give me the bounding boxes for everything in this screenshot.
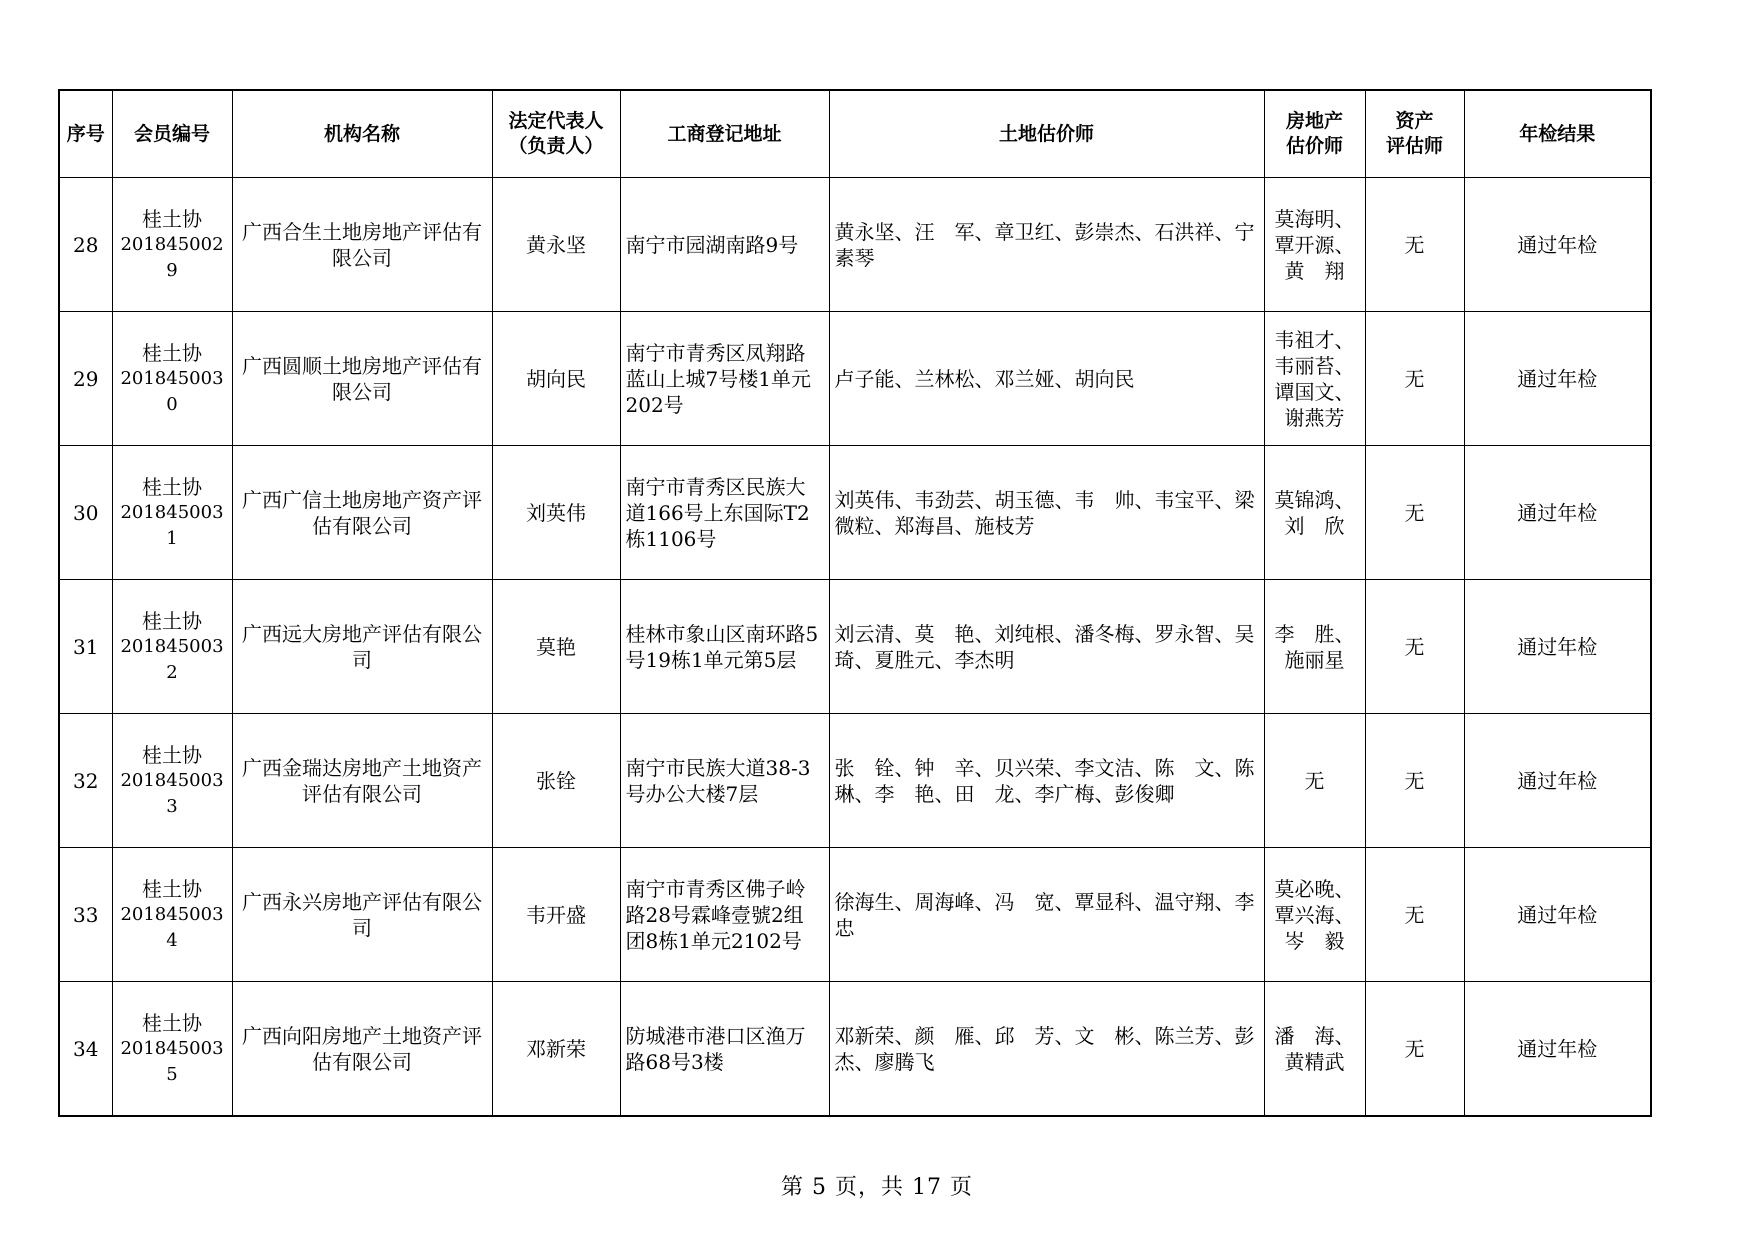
cell-address: 南宁市园湖南路9号: [620, 178, 829, 312]
cell-land-appraisers: 邓新荣、颜 雁、邱 芳、文 彬、陈兰芳、彭 杰、廖腾飞: [829, 982, 1264, 1117]
cell-legal-rep: 韦开盛: [492, 848, 620, 982]
re-appraiser-name: 韦丽苔、: [1274, 353, 1355, 378]
table-row: [59, 714, 1651, 848]
cell-legal-rep: 张铨: [492, 714, 620, 848]
member-code: 2018450032: [120, 635, 224, 683]
table-body: [59, 178, 1651, 1117]
cell-member-no: [112, 580, 232, 714]
re-appraiser-name: 刘 欣: [1284, 513, 1345, 538]
cell-seq: 32: [59, 714, 112, 848]
cell-result: 通过年检: [1464, 312, 1651, 446]
cell-land-appraisers: 徐海生、周海峰、冯 宽、覃显科、温守翔、李 忠: [829, 848, 1264, 982]
cell-member-no: [112, 982, 232, 1117]
cell-legal-rep: 黄永坚: [492, 178, 620, 312]
cell-seq: 33: [59, 848, 112, 982]
re-appraiser-name: 无: [1304, 768, 1325, 793]
cell-seq: 34: [59, 982, 112, 1117]
cell-member-no: [112, 714, 232, 848]
cell-seq: 30: [59, 446, 112, 580]
cell-seq: 29: [59, 312, 112, 446]
cell-org-name: 广西向阳房地产土地资产评估有限公司: [232, 982, 492, 1117]
member-prefix: 桂土协: [142, 340, 202, 365]
header-legal-rep-line2: （负责人）: [508, 135, 604, 157]
re-appraiser-name: 莫必晚、: [1274, 876, 1355, 901]
re-appraiser-name: 谭国文、: [1274, 379, 1355, 404]
re-appraiser-name: 黄精武: [1284, 1049, 1345, 1074]
header-seq: 序号: [59, 90, 112, 178]
member-prefix: 桂土协: [142, 608, 202, 633]
table-row: [59, 580, 1651, 714]
header-legal-rep-line1: 法定代表人: [508, 110, 604, 132]
cell-asset-appraisers: 无: [1365, 848, 1464, 982]
table-row: [59, 982, 1651, 1117]
cell-land-appraisers: 黄永坚、汪 军、章卫红、彭崇杰、石洪祥、宁素琴: [829, 178, 1264, 312]
cell-legal-rep: 莫艳: [492, 580, 620, 714]
table-row: [59, 848, 1651, 982]
table-row: [59, 446, 1651, 580]
cell-asset-appraisers: 无: [1365, 312, 1464, 446]
cell-land-appraisers: 卢子能、兰林松、邓兰娅、胡向民: [829, 312, 1264, 446]
table-row: [59, 312, 1651, 446]
table-row: [59, 178, 1651, 312]
cell-result: 通过年检: [1464, 446, 1651, 580]
member-prefix: 桂土协: [142, 206, 202, 231]
member-code: 2018450035: [120, 1037, 224, 1085]
cell-re-appraisers: [1264, 580, 1365, 714]
cell-legal-rep: 胡向民: [492, 312, 620, 446]
cell-org-name: 广西远大房地产评估有限公司: [232, 580, 492, 714]
cell-address: 南宁市青秀区凤翔路蓝山上城7号楼1单元202号: [620, 312, 829, 446]
cell-seq: 31: [59, 580, 112, 714]
cell-re-appraisers: [1264, 982, 1365, 1117]
member-prefix: 桂土协: [142, 876, 202, 901]
cell-result: 通过年检: [1464, 178, 1651, 312]
re-appraiser-name: 谢燕芳: [1284, 405, 1345, 430]
member-prefix: 桂土协: [142, 474, 202, 499]
cell-re-appraisers: [1264, 714, 1365, 848]
cell-asset-appraisers: 无: [1365, 580, 1464, 714]
cell-land-appraisers: 张 铨、钟 辛、贝兴荣、李文洁、陈 文、陈 琳、李 艳、田 龙、李广梅、彭俊卿: [829, 714, 1264, 848]
re-appraiser-name: 岑 毅: [1284, 928, 1345, 953]
cell-result: 通过年检: [1464, 982, 1651, 1117]
header-re-appraisers: [1264, 90, 1365, 178]
member-prefix: 桂土协: [142, 1010, 202, 1035]
member-code: 2018450033: [120, 769, 224, 817]
cell-re-appraisers: [1264, 312, 1365, 446]
cell-org-name: 广西广信土地房地产资产评估有限公司: [232, 446, 492, 580]
table-header-row: [59, 90, 1651, 178]
re-appraiser-name: 覃开源、: [1274, 232, 1355, 257]
cell-land-appraisers: 刘英伟、韦劲芸、胡玉德、韦 帅、韦宝平、梁微粒、郑海昌、施枝芳: [829, 446, 1264, 580]
re-appraiser-name: 黄 翔: [1284, 258, 1345, 283]
cell-asset-appraisers: 无: [1365, 714, 1464, 848]
appraisal-institution-table: [58, 89, 1652, 1117]
cell-member-no: [112, 178, 232, 312]
cell-address: 防城港市港口区渔万路68号3楼: [620, 982, 829, 1117]
header-re-appraisers-line1: 房地产: [1285, 110, 1343, 132]
header-address: 工商登记地址: [620, 90, 829, 178]
cell-re-appraisers: [1264, 848, 1365, 982]
cell-org-name: 广西金瑞达房地产土地资产评估有限公司: [232, 714, 492, 848]
cell-address: 南宁市青秀区民族大道166号上东国际T2栋1106号: [620, 446, 829, 580]
header-member-no: 会员编号: [112, 90, 232, 178]
cell-org-name: 广西永兴房地产评估有限公司: [232, 848, 492, 982]
cell-member-no: [112, 312, 232, 446]
cell-land-appraisers: 刘云清、莫 艳、刘纯根、潘冬梅、罗永智、吴 琦、夏胜元、李杰明: [829, 580, 1264, 714]
header-re-appraisers-line2: 估价师: [1285, 135, 1343, 157]
cell-member-no: [112, 446, 232, 580]
cell-org-name: 广西合生土地房地产评估有限公司: [232, 178, 492, 312]
re-appraiser-name: 覃兴海、: [1274, 902, 1355, 927]
cell-result: 通过年检: [1464, 580, 1651, 714]
member-code: 2018450029: [120, 233, 224, 281]
re-appraiser-name: 施丽星: [1284, 647, 1345, 672]
member-code: 2018450030: [120, 367, 224, 415]
cell-asset-appraisers: 无: [1365, 178, 1464, 312]
re-appraiser-name: 李 胜、: [1274, 621, 1355, 646]
re-appraiser-name: 韦祖才、: [1274, 327, 1355, 352]
member-code: 2018450031: [120, 501, 224, 549]
cell-org-name: 广西圆顺土地房地产评估有限公司: [232, 312, 492, 446]
header-result: 年检结果: [1464, 90, 1651, 178]
re-appraiser-name: 潘 海、: [1274, 1023, 1355, 1048]
header-land-appraisers: 土地估价师: [829, 90, 1264, 178]
cell-result: 通过年检: [1464, 714, 1651, 848]
re-appraiser-name: 莫锦鸿、: [1274, 487, 1355, 512]
cell-re-appraisers: [1264, 178, 1365, 312]
header-asset-appraisers-line1: 资产: [1395, 110, 1434, 132]
cell-address: 南宁市青秀区佛子岭路28号霖峰壹號2组团8栋1单元2102号: [620, 848, 829, 982]
cell-legal-rep: 刘英伟: [492, 446, 620, 580]
header-asset-appraisers-line2: 评估师: [1385, 135, 1443, 157]
cell-address: 桂林市象山区南环路5号19栋1单元第5层: [620, 580, 829, 714]
cell-address: 南宁市民族大道38-3号办公大楼7层: [620, 714, 829, 848]
page-footer: 第 5 页，共 17 页: [781, 1175, 973, 1200]
cell-seq: 28: [59, 178, 112, 312]
header-org-name: 机构名称: [232, 90, 492, 178]
header-legal-rep: [492, 90, 620, 178]
cell-asset-appraisers: 无: [1365, 982, 1464, 1117]
cell-legal-rep: 邓新荣: [492, 982, 620, 1117]
header-asset-appraisers: [1365, 90, 1464, 178]
cell-asset-appraisers: 无: [1365, 446, 1464, 580]
cell-re-appraisers: [1264, 446, 1365, 580]
cell-member-no: [112, 848, 232, 982]
member-code: 2018450034: [120, 903, 224, 951]
cell-result: 通过年检: [1464, 848, 1651, 982]
member-prefix: 桂土协: [142, 742, 202, 767]
re-appraiser-name: 莫海明、: [1274, 206, 1355, 231]
